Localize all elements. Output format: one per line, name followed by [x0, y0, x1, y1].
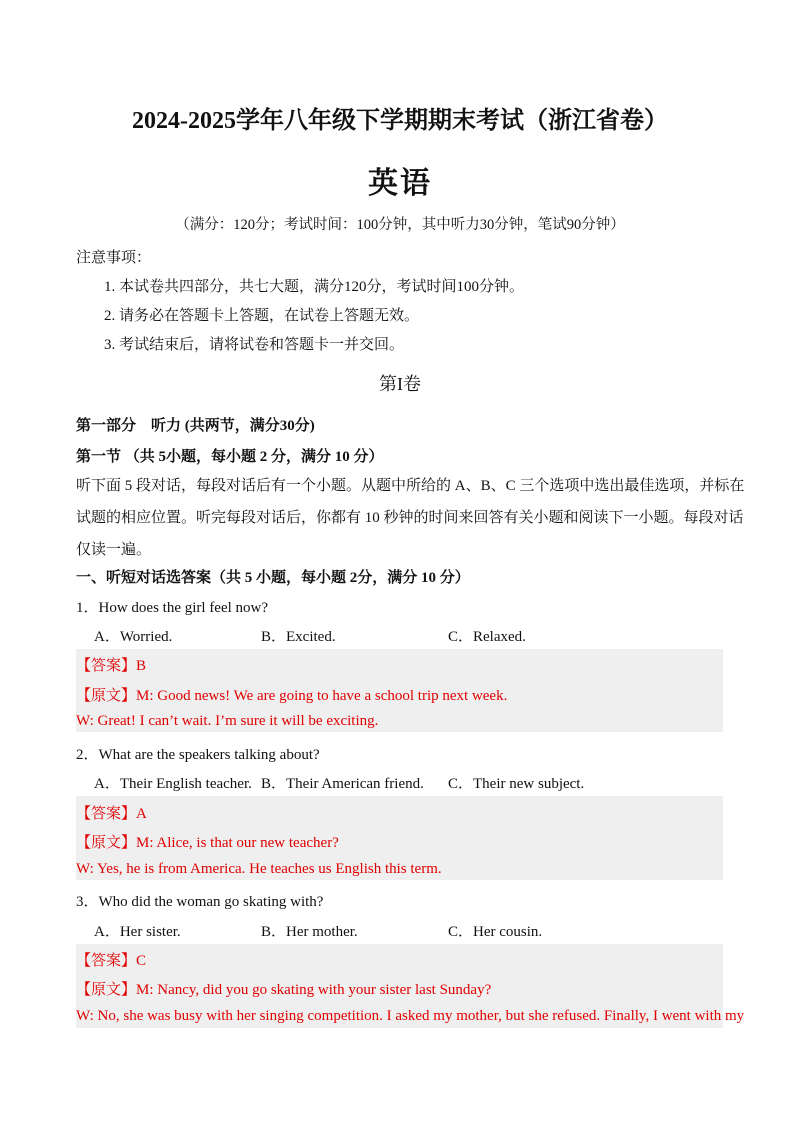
- note-item: 2. 请务必在答题卡上答题，在试卷上答题无效。: [104, 308, 420, 324]
- instruction-line: 试题的相应位置。听完每段对话后，你都有 10 秒钟的时间来回答有关小题和阅读下一小题。每段对话: [76, 510, 744, 526]
- option-b: B．Excited.: [261, 629, 336, 645]
- option-c: C．Relaxed.: [448, 629, 526, 645]
- transcript-line: 【原文】M: Good news! We are going to have a school trip next week.: [76, 688, 508, 704]
- option-b: B．Her mother.: [261, 924, 358, 940]
- option-b: B．Their American friend.: [261, 776, 424, 792]
- volume-heading: 第I卷: [379, 374, 421, 394]
- score-info: （满分：120分；考试时间：100分钟，其中听力30分钟，笔试90分钟）: [175, 217, 625, 233]
- option-c: C．Her cousin.: [448, 924, 543, 940]
- note-item: 1. 本试卷共四部分，共七大题，满分120分，考试时间100分钟。: [104, 279, 525, 295]
- part-heading: 第一部分 听力 (共两节，满分30分): [76, 418, 315, 434]
- section-heading: 第一节 （共 5小题，每小题 2 分，满分 10 分）: [76, 449, 384, 465]
- notes-heading: 注意事项：: [76, 250, 152, 266]
- instruction-line: 听下面 5 段对话，每段对话后有一个小题。从题中所给的 A、B、C 三个选项中选出最佳选项，并标在: [76, 478, 745, 494]
- transcript-line: W: No, she was busy with her singing competition. I asked my mother, but she refused. Finally, I went with my: [76, 1008, 745, 1024]
- option-c: C．Their new subject.: [448, 776, 585, 792]
- transcript-line: 【原文】M: Alice, is that our new teacher?: [76, 835, 339, 851]
- part-subheading: 一、听短对话选答案（共 5 小题，每小题 2分，满分 10 分）: [76, 570, 470, 586]
- answer-key: 【答案】B: [76, 658, 147, 674]
- instruction-line: 仅读一遍。: [76, 542, 152, 558]
- option-a: A．Their English teacher.: [94, 776, 252, 792]
- answer-key: 【答案】A: [76, 806, 147, 822]
- option-a: A．Her sister.: [94, 924, 181, 940]
- transcript-line: 【原文】M: Nancy, did you go skating with your sister last Sunday?: [76, 982, 492, 998]
- transcript-line: W: Great! I can’t wait. I’m sure it will be exciting.: [76, 713, 379, 729]
- question-stem: 3．Who did the woman go skating with?: [76, 894, 324, 910]
- note-item: 3. 考试结束后，请将试卷和答题卡一并交回。: [104, 337, 405, 353]
- question-stem: 1．How does the girl feel now?: [76, 600, 269, 616]
- exam-title: 2024-2025学年八年级下学期期末考试（浙江省卷）: [132, 108, 668, 134]
- question-stem: 2．What are the speakers talking about?: [76, 747, 320, 763]
- answer-key: 【答案】C: [76, 953, 147, 969]
- transcript-line: W: Yes, he is from America. He teaches us English this term.: [76, 861, 442, 877]
- subject-title: 英语: [368, 167, 432, 200]
- option-a: A．Worried.: [94, 629, 173, 645]
